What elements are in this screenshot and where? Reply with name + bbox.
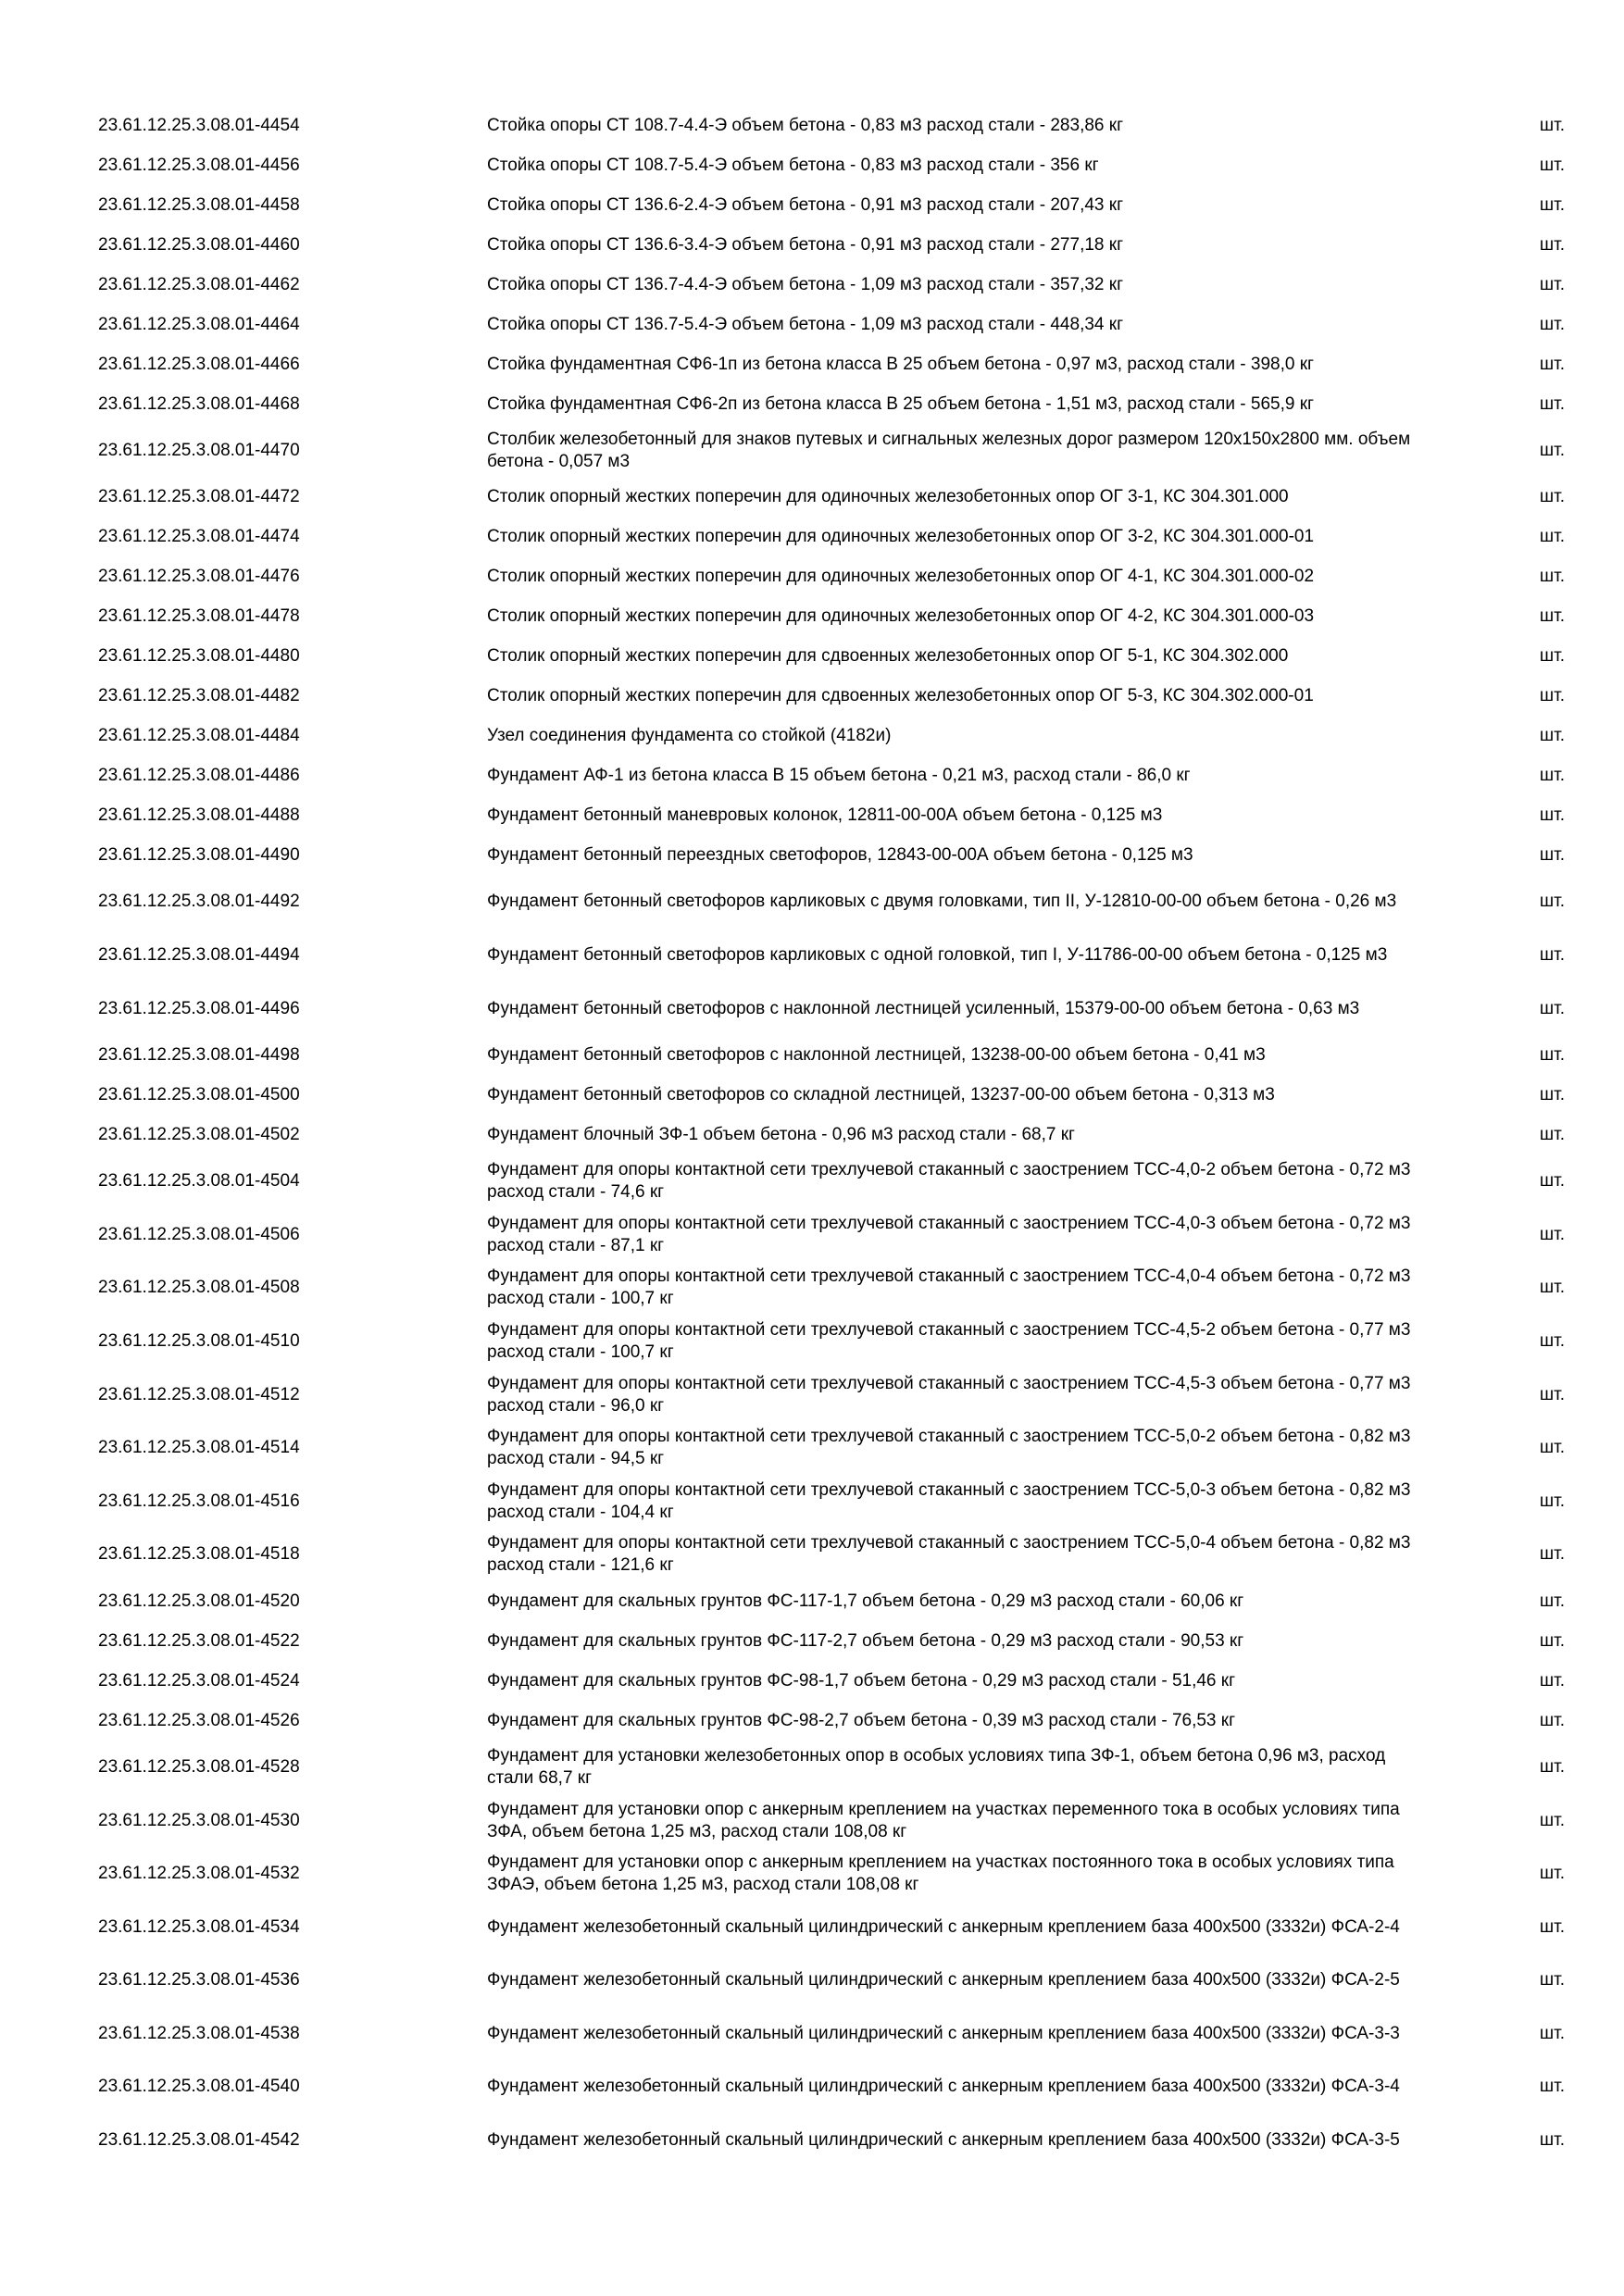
- item-unit: шт.: [1539, 527, 1565, 547]
- item-unit: шт.: [1539, 567, 1565, 587]
- item-unit: шт.: [1539, 606, 1565, 627]
- table-row: [98, 1035, 1568, 1075]
- table-row: [98, 1421, 1568, 1475]
- item-unit: шт.: [1539, 1630, 1565, 1651]
- item-description: Фундамент АФ-1 из бетона класса В 15 объем бетона - 0,21 м3, расход стали - 86,0 кг: [487, 766, 1191, 786]
- table-row: [98, 1794, 1568, 1848]
- table-row: [98, 1661, 1568, 1701]
- item-description: Фундамент железобетонный скальный цилиндрический с анкерным креплением база 400х500 (3332и) ФСА-3-4: [487, 2077, 1400, 2097]
- item-unit: шт.: [1539, 1916, 1565, 1937]
- table-row: [98, 796, 1568, 836]
- table-row: [98, 145, 1568, 185]
- table-row: [98, 305, 1568, 344]
- item-code: 23.61.12.25.3.08.01-4458: [98, 194, 300, 215]
- table-row: [98, 982, 1568, 1036]
- item-code: 23.61.12.25.3.08.01-4526: [98, 1710, 300, 1730]
- item-code: 23.61.12.25.3.08.01-4454: [98, 115, 300, 135]
- table-row: [98, 1368, 1568, 1422]
- item-unit: шт.: [1539, 234, 1565, 255]
- item-description: Столик опорный жестких поперечин для одиночных железобетонных опор ОГ 3-1, КС 304.301.000: [487, 487, 1289, 507]
- table-row: [98, 597, 1568, 637]
- item-code: 23.61.12.25.3.08.01-4486: [98, 766, 300, 786]
- item-unit: шт.: [1539, 845, 1565, 866]
- table-row: [98, 756, 1568, 796]
- item-code: 23.61.12.25.3.08.01-4460: [98, 234, 300, 255]
- item-code: 23.61.12.25.3.08.01-4502: [98, 1124, 300, 1144]
- item-code: 23.61.12.25.3.08.01-4534: [98, 1916, 300, 1937]
- item-unit: шт.: [1539, 354, 1565, 374]
- item-code: 23.61.12.25.3.08.01-4506: [98, 1224, 300, 1244]
- item-description: Столик опорный жестких поперечин для одиночных железобетонных опор ОГ 4-2, КС 304.301.000-03: [487, 606, 1315, 627]
- item-code: 23.61.12.25.3.08.01-4532: [98, 1864, 300, 1884]
- item-description: Фундамент для опоры контактной сети трехлучевой стаканный с заострением ТСС-4,5-2 объем бетона - 0,77 м3 расход стали - 100,7 кг: [487, 1319, 1411, 1362]
- item-code: 23.61.12.25.3.08.01-4490: [98, 845, 300, 866]
- item-description: Стойка опоры СТ 108.7-4.4-Э объем бетона - 0,83 м3 расход стали - 283,86 кг: [487, 115, 1123, 135]
- price-list-table: [98, 106, 1568, 2167]
- item-unit: шт.: [1539, 1330, 1565, 1351]
- item-code: 23.61.12.25.3.08.01-4474: [98, 527, 300, 547]
- item-unit: шт.: [1539, 274, 1565, 294]
- item-description: Фундамент железобетонный скальный цилиндрический с анкерным креплением база 400х500 (3332и) ФСА-2-5: [487, 1970, 1400, 1990]
- item-description: Фундамент для скальных грунтов ФС-117-2,7 объем бетона - 0,29 м3 расход стали - 90,53 кг: [487, 1630, 1244, 1651]
- item-unit: шт.: [1539, 1278, 1565, 1298]
- table-row: [98, 1315, 1568, 1368]
- item-unit: шт.: [1539, 1384, 1565, 1404]
- item-unit: шт.: [1539, 1084, 1565, 1104]
- item-description: Фундамент для опоры контактной сети трехлучевой стаканный с заострением ТСС-5,0-4 объем бетона - 0,82 м3 расход стали - 121,6 кг: [487, 1533, 1411, 1576]
- item-description: Фундамент бетонный маневровых колонок, 12811-00-00А объем бетона - 0,125 м3: [487, 805, 1163, 826]
- item-code: 23.61.12.25.3.08.01-4516: [98, 1491, 300, 1511]
- item-description: Фундамент бетонный светофоров с наклонной лестницей, 13238-00-00 объем бетона - 0,41 м3: [487, 1044, 1266, 1065]
- item-unit: шт.: [1539, 2130, 1565, 2151]
- item-code: 23.61.12.25.3.08.01-4540: [98, 2077, 300, 2097]
- item-code: 23.61.12.25.3.08.01-4500: [98, 1084, 300, 1104]
- table-row: [98, 557, 1568, 597]
- table-row: [98, 1262, 1568, 1316]
- table-row: [98, 106, 1568, 145]
- table-row: [98, 225, 1568, 265]
- item-description: Столбик железобетонный для знаков путевых и сигнальных железных дорог размером 120х150х2800 мм. объем бетона - 0,057 м3: [487, 429, 1411, 471]
- item-code: 23.61.12.25.3.08.01-4480: [98, 646, 300, 667]
- item-description: Фундамент для опоры контактной сети трехлучевой стаканный с заострением ТСС-4,0-4 объем бетона - 0,72 м3 расход стали - 100,7 кг: [487, 1267, 1411, 1309]
- item-code: 23.61.12.25.3.08.01-4504: [98, 1171, 300, 1192]
- item-description: Столик опорный жестких поперечин для одиночных железобетонных опор ОГ 4-1, КС 304.301.000-02: [487, 567, 1315, 587]
- item-description: Фундамент бетонный светофоров с наклонной лестницей усиленный, 15379-00-00 объем бетона - 0,63 м3: [487, 998, 1360, 1018]
- item-unit: шт.: [1539, 944, 1565, 965]
- item-code: 23.61.12.25.3.08.01-4484: [98, 726, 300, 746]
- item-description: Фундамент для скальных грунтов ФС-117-1,7 объем бетона - 0,29 м3 расход стали - 60,06 кг: [487, 1591, 1244, 1611]
- table-row: [98, 1621, 1568, 1661]
- item-unit: шт.: [1539, 1544, 1565, 1565]
- table-row: [98, 929, 1568, 982]
- table-row: [98, 876, 1568, 930]
- item-unit: шт.: [1539, 892, 1565, 912]
- table-row: [98, 1954, 1568, 2008]
- item-description: Фундамент для скальных грунтов ФС-98-2,7 объем бетона - 0,39 м3 расход стали - 76,53 кг: [487, 1710, 1236, 1730]
- table-row: [98, 384, 1568, 424]
- item-code: 23.61.12.25.3.08.01-4524: [98, 1670, 300, 1691]
- item-unit: шт.: [1539, 393, 1565, 414]
- table-row: [98, 1741, 1568, 1794]
- item-code: 23.61.12.25.3.08.01-4536: [98, 1970, 300, 1990]
- item-code: 23.61.12.25.3.08.01-4456: [98, 155, 300, 175]
- item-description: Фундамент железобетонный скальный цилиндрический с анкерным креплением база 400х500 (3332и) ФСА-3-3: [487, 2023, 1400, 2043]
- item-unit: шт.: [1539, 1710, 1565, 1730]
- table-row: [98, 1701, 1568, 1741]
- item-description: Стойка фундаментная СФ6-1п из бетона класса В 25 объем бетона - 0,97 м3, расход стали - 398,0 кг: [487, 354, 1314, 374]
- item-unit: шт.: [1539, 155, 1565, 175]
- table-row: [98, 1154, 1568, 1208]
- item-description: Стойка фундаментная СФ6-2п из бетона класса В 25 объем бетона - 1,51 м3, расход стали - 565,9 кг: [487, 393, 1314, 414]
- table-row: [98, 1529, 1568, 1582]
- item-unit: шт.: [1539, 194, 1565, 215]
- item-description: Фундамент для опоры контактной сети трехлучевой стаканный с заострением ТСС-4,0-3 объем бетона - 0,72 м3 расход стали - 87,1 кг: [487, 1213, 1411, 1255]
- item-code: 23.61.12.25.3.08.01-4530: [98, 1810, 300, 1830]
- table-row: [98, 478, 1568, 518]
- item-description: Фундамент бетонный переездных светофоров, 12843-00-00А объем бетона - 0,125 м3: [487, 845, 1193, 866]
- item-unit: шт.: [1539, 686, 1565, 706]
- item-unit: шт.: [1539, 115, 1565, 135]
- item-code: 23.61.12.25.3.08.01-4468: [98, 393, 300, 414]
- item-unit: шт.: [1539, 1224, 1565, 1244]
- item-unit: шт.: [1539, 1810, 1565, 1830]
- item-unit: шт.: [1539, 1591, 1565, 1611]
- item-description: Стойка опоры СТ 136.7-4.4-Э объем бетона - 1,09 м3 расход стали - 357,32 кг: [487, 274, 1123, 294]
- table-row: [98, 344, 1568, 384]
- item-unit: шт.: [1539, 1171, 1565, 1192]
- table-row: [98, 185, 1568, 225]
- item-unit: шт.: [1539, 1044, 1565, 1065]
- item-code: 23.61.12.25.3.08.01-4528: [98, 1756, 300, 1777]
- item-description: Фундамент железобетонный скальный цилиндрический с анкерным креплением база 400х500 (3332и) ФСА-3-5: [487, 2130, 1400, 2151]
- item-code: 23.61.12.25.3.08.01-4514: [98, 1438, 300, 1458]
- item-description: Фундамент железобетонный скальный цилиндрический с анкерным креплением база 400х500 (3332и) ФСА-2-4: [487, 1916, 1400, 1937]
- table-row: [98, 637, 1568, 677]
- table-row: [98, 1847, 1568, 1901]
- item-description: Фундамент для опоры контактной сети трехлучевой стаканный с заострением ТСС-4,5-3 объем бетона - 0,77 м3 расход стали - 96,0 кг: [487, 1373, 1411, 1416]
- item-code: 23.61.12.25.3.08.01-4520: [98, 1591, 300, 1611]
- item-unit: шт.: [1539, 998, 1565, 1018]
- item-unit: шт.: [1539, 766, 1565, 786]
- item-code: 23.61.12.25.3.08.01-4488: [98, 805, 300, 826]
- item-code: 23.61.12.25.3.08.01-4470: [98, 440, 300, 460]
- item-unit: шт.: [1539, 1864, 1565, 1884]
- item-unit: шт.: [1539, 487, 1565, 507]
- item-description: Фундамент блочный ЗФ-1 объем бетона - 0,96 м3 расход стали - 68,7 кг: [487, 1124, 1075, 1144]
- table-row: [98, 717, 1568, 756]
- item-description: Фундамент бетонный светофоров карликовых с одной головкой, тип I, У-11786-00-00 объем бетона - 0,125 м3: [487, 944, 1388, 965]
- item-description: Фундамент для опоры контактной сети трехлучевой стаканный с заострением ТСС-5,0-2 объем бетона - 0,82 м3 расход стали - 94,5 кг: [487, 1427, 1411, 1469]
- item-unit: шт.: [1539, 1670, 1565, 1691]
- item-code: 23.61.12.25.3.08.01-4462: [98, 274, 300, 294]
- item-code: 23.61.12.25.3.08.01-4482: [98, 686, 300, 706]
- item-code: 23.61.12.25.3.08.01-4464: [98, 314, 300, 334]
- table-row: [98, 1581, 1568, 1621]
- item-description: Стойка опоры СТ 136.6-2.4-Э объем бетона - 0,91 м3 расход стали - 207,43 кг: [487, 194, 1123, 215]
- item-description: Столик опорный жестких поперечин для сдвоенных железобетонных опор ОГ 5-1, КС 304.302.000: [487, 646, 1289, 667]
- item-code: 23.61.12.25.3.08.01-4492: [98, 892, 300, 912]
- table-row: [98, 518, 1568, 557]
- table-row: [98, 1075, 1568, 1115]
- item-code: 23.61.12.25.3.08.01-4522: [98, 1630, 300, 1651]
- item-description: Фундамент бетонный светофоров карликовых с двумя головками, тип II, У-12810-00-00 объем бетона - 0,26 м3: [487, 892, 1397, 912]
- item-unit: шт.: [1539, 805, 1565, 826]
- table-row: [98, 2114, 1568, 2167]
- item-code: 23.61.12.25.3.08.01-4466: [98, 354, 300, 374]
- item-description: Стойка опоры СТ 136.6-3.4-Э объем бетона - 0,91 м3 расход стали - 277,18 кг: [487, 234, 1123, 255]
- item-unit: шт.: [1539, 440, 1565, 460]
- table-row: [98, 1475, 1568, 1529]
- item-description: Столик опорный жестких поперечин для одиночных железобетонных опор ОГ 3-2, КС 304.301.000-01: [487, 527, 1315, 547]
- item-description: Фундамент для скальных грунтов ФС-98-1,7 объем бетона - 0,29 м3 расход стали - 51,46 кг: [487, 1670, 1236, 1691]
- item-code: 23.61.12.25.3.08.01-4494: [98, 944, 300, 965]
- item-unit: шт.: [1539, 1491, 1565, 1511]
- item-description: Фундамент для установки железобетонных опор в особых условиях типа ЗФ-1, объем бетона 0,96 м3, расход стали 68,7 кг: [487, 1745, 1386, 1788]
- item-unit: шт.: [1539, 314, 1565, 334]
- table-row: [98, 2061, 1568, 2115]
- item-description: Стойка опоры СТ 108.7-5.4-Э объем бетона - 0,83 м3 расход стали - 356 кг: [487, 155, 1099, 175]
- item-description: Фундамент для установки опор с анкерным креплением на участках переменного тока в особых условиях типа ЗФА, объем бетона 1,25 м3, расход стали 108,08 кг: [487, 1799, 1400, 1841]
- table-row: [98, 1208, 1568, 1262]
- table-row: [98, 1115, 1568, 1154]
- table-row: [98, 677, 1568, 717]
- item-code: 23.61.12.25.3.08.01-4472: [98, 487, 300, 507]
- item-code: 23.61.12.25.3.08.01-4518: [98, 1544, 300, 1565]
- item-unit: шт.: [1539, 2077, 1565, 2097]
- item-code: 23.61.12.25.3.08.01-4538: [98, 2023, 300, 2043]
- item-description: Фундамент для установки опор с анкерным креплением на участках постоянного тока в особых условиях типа ЗФАЭ, объем бетона 1,25 м3, расход стали 108,08 кг: [487, 1853, 1394, 1895]
- item-code: 23.61.12.25.3.08.01-4508: [98, 1278, 300, 1298]
- item-description: Узел соединения фундамента со стойкой (4182и): [487, 726, 892, 746]
- item-unit: шт.: [1539, 1756, 1565, 1777]
- table-row: [98, 1901, 1568, 1954]
- item-code: 23.61.12.25.3.08.01-4496: [98, 998, 300, 1018]
- table-row: [98, 2007, 1568, 2061]
- item-code: 23.61.12.25.3.08.01-4542: [98, 2130, 300, 2151]
- item-unit: шт.: [1539, 726, 1565, 746]
- table-row: [98, 424, 1568, 478]
- item-description: Фундамент для опоры контактной сети трехлучевой стаканный с заострением ТСС-5,0-3 объем бетона - 0,82 м3 расход стали - 104,4 кг: [487, 1479, 1411, 1522]
- item-code: 23.61.12.25.3.08.01-4510: [98, 1330, 300, 1351]
- item-code: 23.61.12.25.3.08.01-4476: [98, 567, 300, 587]
- table-row: [98, 265, 1568, 305]
- item-unit: шт.: [1539, 2023, 1565, 2043]
- item-code: 23.61.12.25.3.08.01-4478: [98, 606, 300, 627]
- item-description: Стойка опоры СТ 136.7-5.4-Э объем бетона - 1,09 м3 расход стали - 448,34 кг: [487, 314, 1123, 334]
- item-description: Столик опорный жестких поперечин для сдвоенных железобетонных опор ОГ 5-3, КС 304.302.000-01: [487, 686, 1314, 706]
- item-code: 23.61.12.25.3.08.01-4498: [98, 1044, 300, 1065]
- item-code: 23.61.12.25.3.08.01-4512: [98, 1384, 300, 1404]
- item-unit: шт.: [1539, 1124, 1565, 1144]
- item-unit: шт.: [1539, 1970, 1565, 1990]
- item-description: Фундамент бетонный светофоров со складной лестницей, 13237-00-00 объем бетона - 0,313 м3: [487, 1084, 1275, 1104]
- item-unit: шт.: [1539, 646, 1565, 667]
- table-row: [98, 836, 1568, 876]
- item-unit: шт.: [1539, 1438, 1565, 1458]
- item-description: Фундамент для опоры контактной сети трехлучевой стаканный с заострением ТСС-4,0-2 объем бетона - 0,72 м3 расход стали - 74,6 кг: [487, 1160, 1411, 1203]
